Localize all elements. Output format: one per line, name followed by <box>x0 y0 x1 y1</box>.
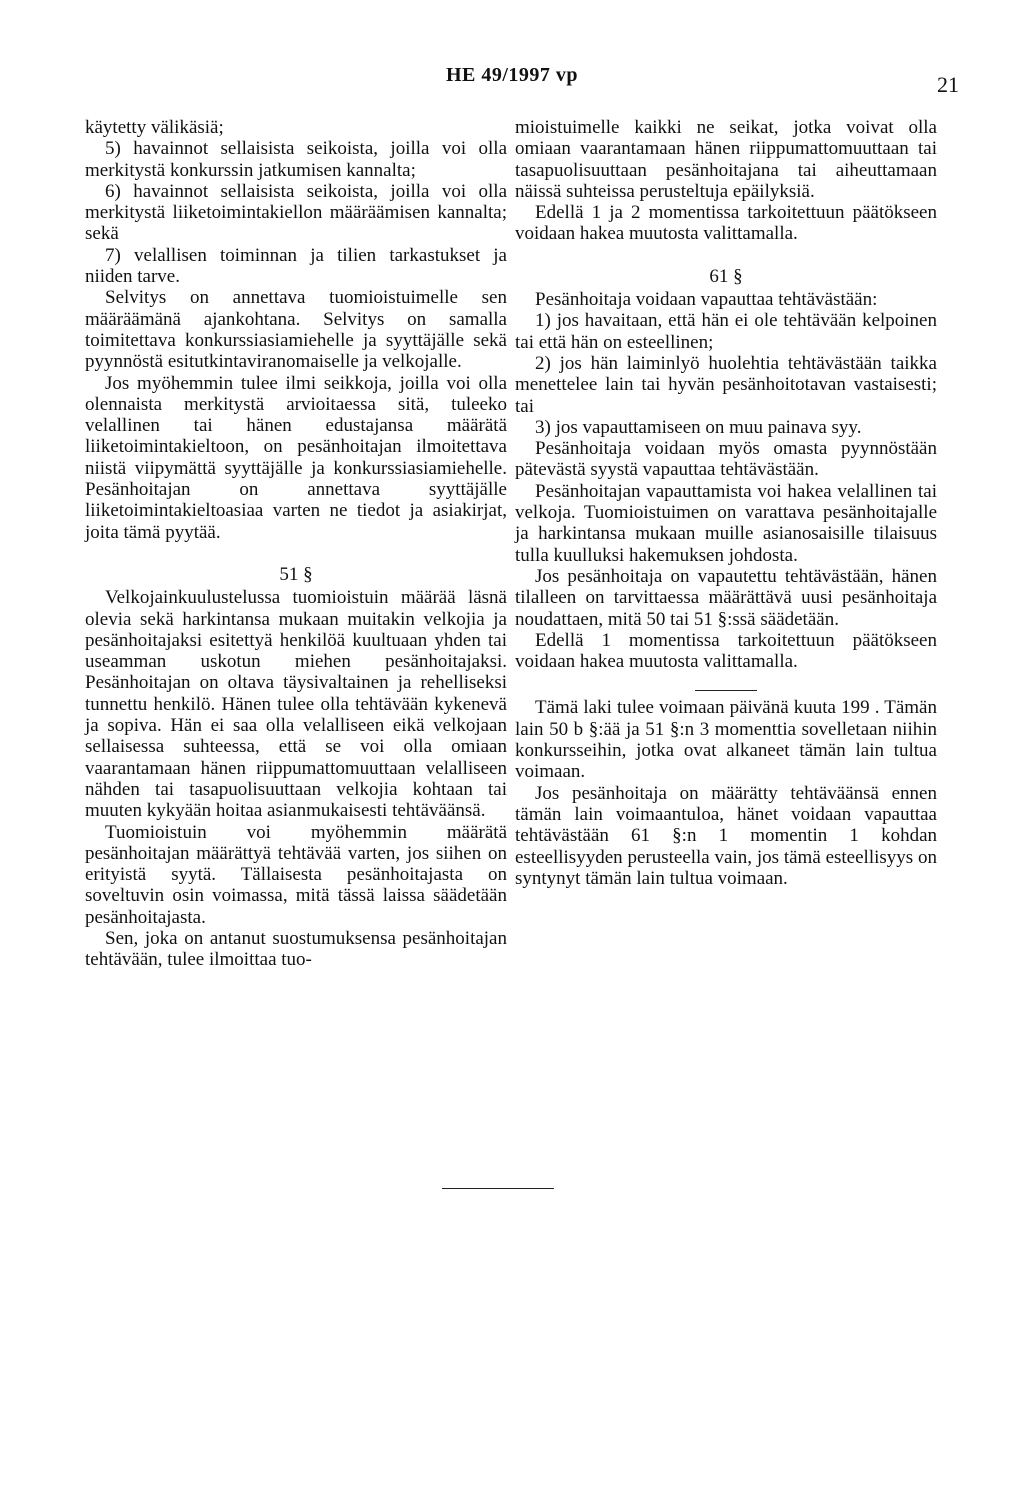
transitional-paragraph: Jos pesänhoitaja on määrätty tehtäväänsä ennen tämän lain voimaantuloa, hänet voidaan vapauttaa tehtävästään 61 §:n 1 momentin 1 kohdan esteellisyyden perusteella vain, jos tämä esteellisyys on syntynyt tämän lain tultua voimaan. <box>515 782 937 889</box>
list-item-7: 7) velallisen toiminnan ja tilien tarkastukset ja niiden tarve. <box>85 244 507 288</box>
end-rule <box>442 1188 554 1189</box>
paragraph: Jos pesänhoitaja on vapautettu tehtävästään, hänen tilalleen on tarvittaessa määrättävä uusi pesänhoitaja noudattaen, mitä 50 tai 51 §:ssä säädetään. <box>515 565 937 630</box>
paragraph: Sen, joka on antanut suostumuksensa pesänhoitajan tehtävään, tulee ilmoittaa tuo- <box>85 927 507 971</box>
paragraph: Jos myöhemmin tulee ilmi seikkoja, joilla voi olla olennaista merkitystä arvioitaessa sitä, tuleeko velallinen tai hänen edustajansa määrätä liiketoimintakieltoon, on pesänhoitajan ilmoitettava niistä viipymättä syyttäjälle ja konkurssiasiamiehelle. Pesänhoitajan on annettava syyttäjälle liiketoimintakieltoasiaa varten ne tiedot ja asiakirjat, joita tämä pyytää. <box>85 372 507 543</box>
paragraph-continuation: mioistuimelle kaikki ne seikat, jotka voivat olla omiaan vaarantamaan hänen riippumattomuuttaan tai tasapuolisuuttaan pesänhoitajana tai aiheuttamaan näissä suhteissa perusteltuja epäilyksiä. <box>515 117 937 202</box>
paragraph: Edellä 1 ja 2 momentissa tarkoitettuun päätökseen voidaan hakea muutosta valittamalla. <box>515 202 937 245</box>
list-item-5: 5) havainnot sellaisista seikoista, joilla voi olla merkitystä konkurssin jatkumisen kannalta; <box>85 138 507 181</box>
left-column <box>85 117 507 971</box>
right-column <box>515 117 937 889</box>
paragraph: Pesänhoitaja voidaan myös omasta pyynnöstään pätevästä syystä vapauttaa tehtävästään. <box>515 438 937 481</box>
paragraph: Pesänhoitaja voidaan vapauttaa tehtävästään: <box>535 289 878 311</box>
paragraph: Edellä 1 momentissa tarkoitettuun päätökseen voidaan hakea muutosta valittamalla. <box>515 629 937 673</box>
list-item-3: 3) jos vapauttamiseen on muu painava syy. <box>535 416 862 438</box>
paragraph: Selvitys on annettava tuomioistuimelle sen määräämänä ajankohtana. Selvitys on samalla toimitettava konkurssiasiamiehelle ja syyttäjälle sekä pyynnöstä esitutkintaviranomaiselle ja velkojalle. <box>85 287 507 373</box>
paragraph: Tuomioistuin voi myöhemmin määrätä pesänhoitajan määrättyä tehtävää varten, jos siihen on erityistä syytä. Tällaisesta pesänhoitajasta on soveltuvin osin voimassa, mitä tässä laissa säädetään pesänhoitajasta. <box>85 821 507 928</box>
paragraph-continuation: käytetty välikäsiä; <box>85 117 224 138</box>
list-item-2: 2) jos hän laiminlyö huolehtia tehtävästään taikka menettelee lain tai hyvän pesänhoitotavan vastaisesti; tai <box>515 352 937 417</box>
section-heading-61: 61 § <box>709 265 743 287</box>
paragraph: Velkojainkuulustelussa tuomioistuin määrää läsnä olevia sekä harkintansa mukaan muitakin velkojia ja pesänhoitajaksi esitettyä henkilöä kuultuaan yhden tai useamman uskotun miehen pesänhoitajaksi. Pesänhoitajan on oltava täysivaltainen ja rehelliseksi tunnettu henkilö. Hänen tulee olla tehtävään kykenevä ja sopiva. Hän ei saa olla velalliseen eikä velkojaan sellaisessa suhteessa, että se voi olla omiaan vaarantamaan hänen riippumattomuuttaan velalliseen nähden tai tasapuolisuuttaan velkojia kohtaan tai muuten kykyään hoitaa asianmukaisesti tehtäväänsä. <box>85 587 507 822</box>
paragraph: Pesänhoitajan vapauttamista voi hakea velallinen tai velkoja. Tuomioistuimen on varattava pesänhoitajalle ja harkintansa mukaan muille asianosaisille tilaisuus tulla kuulluksi hakemuksen johdosta. <box>515 480 937 566</box>
list-item-6: 6) havainnot sellaisista seikoista, joilla voi olla merkitystä liiketoimintakiellon määräämisen kannalta; sekä <box>85 180 507 245</box>
page-number: 21 <box>937 72 959 97</box>
list-item-1: 1) jos havaitaan, että hän ei ole tehtävään kelpoinen tai että hän on esteellinen; <box>515 310 937 353</box>
document-id: HE 49/1997 vp <box>445 64 579 86</box>
section-heading-51: 51 § <box>279 563 313 585</box>
entry-into-force-paragraph: Tämä laki tulee voimaan päivänä kuuta 199 . Tämän lain 50 b §:ää ja 51 §:n 3 momenttia sovelletaan niihin konkursseihin, jotka ovat alkaneet tämän lain tultua voimaan. <box>515 697 937 783</box>
separator-rule <box>695 690 757 691</box>
